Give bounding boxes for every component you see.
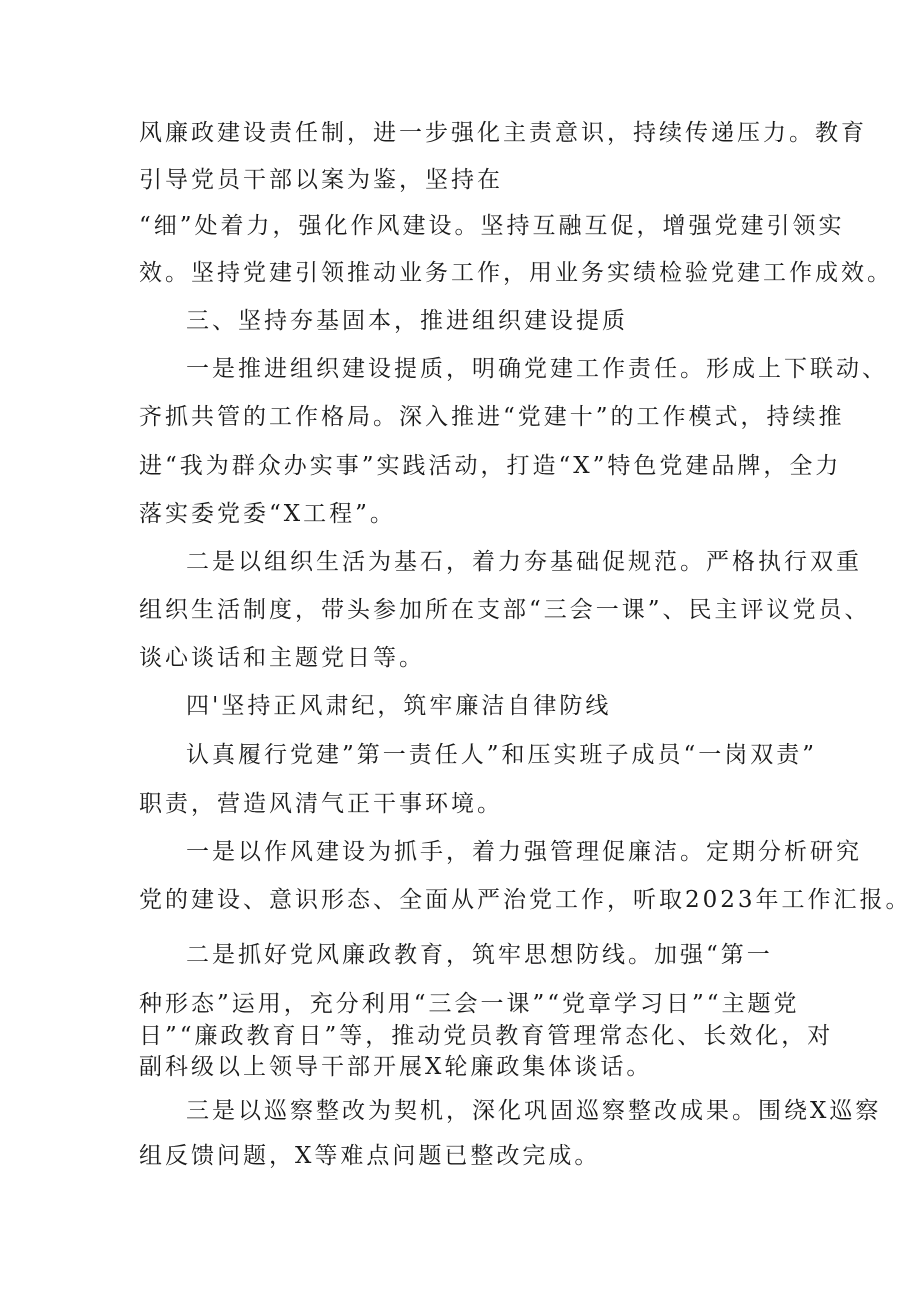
paragraph-line: 二是抓好党风廉政教育，筑牢思想防线。加强“第一: [186, 942, 773, 968]
paragraph-line: 引导党员干部以案为鉴，坚持在: [139, 167, 503, 193]
paragraph-line: 落实委党委“X工程”。: [139, 501, 396, 527]
paragraph-line: 副科级以上领导干部开展X轮廉政集体谈话。: [139, 1054, 653, 1080]
paragraph-line: 职责，营造风清气正干事环境。: [139, 791, 503, 817]
paragraph-line: “细”处着力，强化作风建设。坚持互融互促，增强党建引领实: [139, 213, 845, 239]
paragraph-line: 效。坚持党建引领推动业务工作，用业务实绩检验党建工作成效。: [139, 260, 893, 286]
paragraph-line: 日”“廉政教育日”等，推动党员教育管理常态化、长效化，对: [139, 1023, 834, 1049]
paragraph-line: 种形态”运用，充分利用“三会一课”“党章学习日”“主题党: [139, 991, 800, 1017]
paragraph-line: 谈心谈话和主题党日等。: [139, 645, 425, 671]
paragraph-line: 一是推进组织建设提质，明确党建工作责任。形成上下联动、: [186, 356, 888, 382]
paragraph-line: 组织生活制度，带头参加所在支部“三会一课”、民主评议党员、: [139, 597, 871, 623]
paragraph-line: 三是以巡察整改为契机，深化巩固巡察整改成果。围绕X巡察: [186, 1098, 882, 1124]
section-heading-3: 三、坚持夯基固本，推进组织建设提质: [186, 308, 628, 334]
section-heading-4: 四'坚持正风肃纪，筑牢廉洁自律防线: [186, 693, 612, 719]
paragraph-line: 风廉政建设责任制，进一步强化主责意识，持续传递压力。教育: [139, 120, 867, 146]
paragraph-line: 进“我为群众办实事”实践活动，打造“X”特色党建品牌，全力: [139, 453, 842, 479]
paragraph-line: 认真履行党建”第一责任人”和压实班子成员“一岗双责”: [186, 742, 818, 768]
paragraph-line: 组反馈问题，X等难点问题已整改完成。: [139, 1143, 601, 1169]
paragraph-line: 二是以组织生活为基石，着力夯基础促规范。严格执行双重: [186, 549, 862, 575]
paragraph-line: 一是以作风建设为抓手，着力强管理促廉洁。定期分析研究: [186, 839, 862, 865]
paragraph-line: 党的建设、意识形态、全面从严治党工作，听取2023年工作汇报。: [139, 887, 912, 913]
paragraph-line: 齐抓共管的工作格局。深入推进“党建十”的工作模式，持续推: [139, 404, 845, 430]
